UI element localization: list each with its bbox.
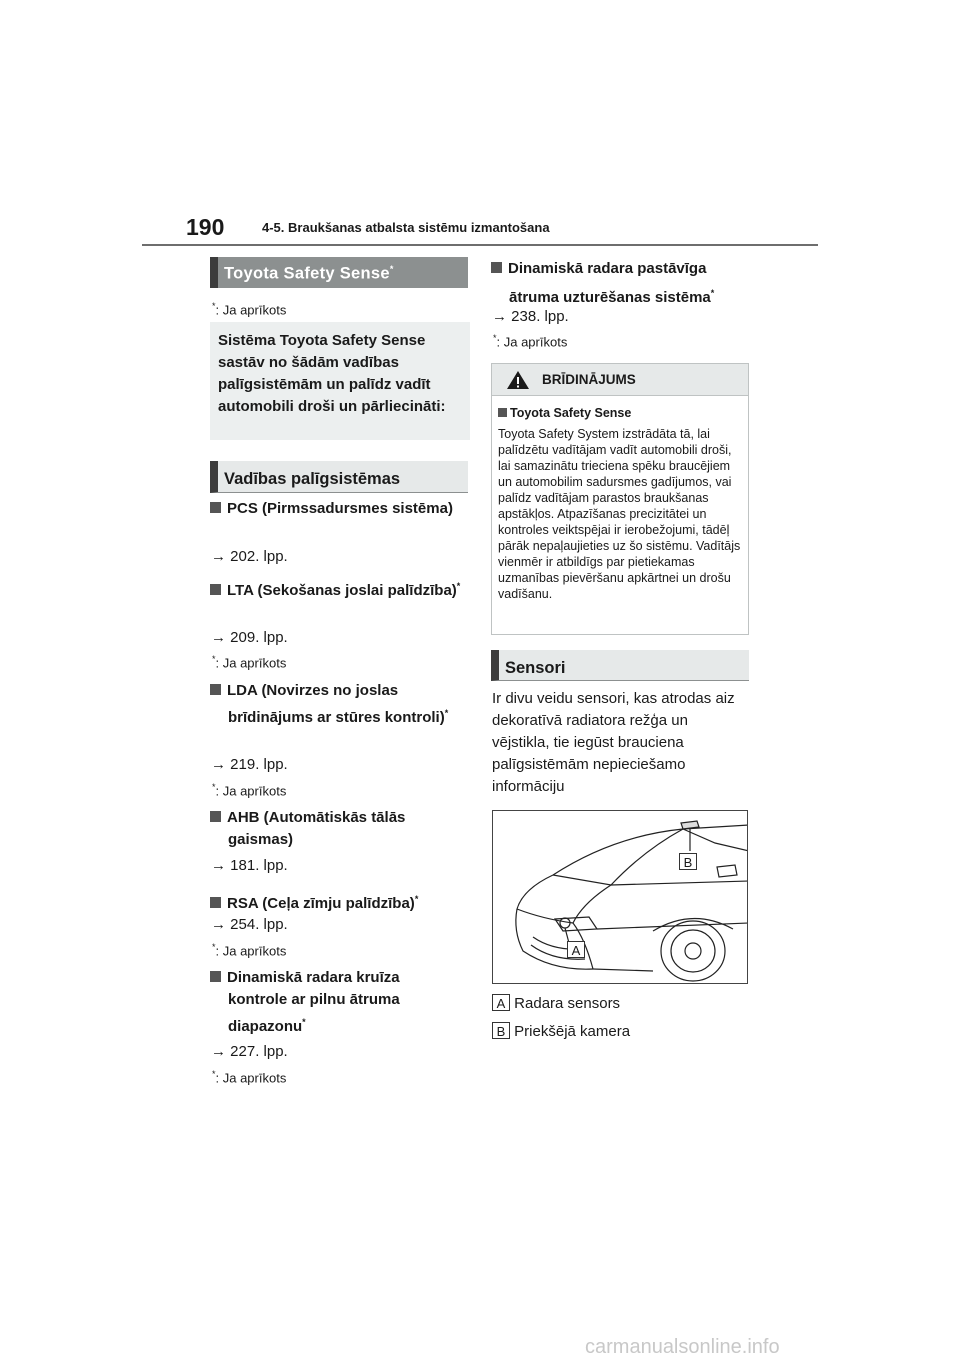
list-item-lda: LDA (Novirzes no joslas brīdinājums ar stūres kontroli)*	[210, 680, 453, 729]
footnote: *: Ja aprīkots	[212, 942, 287, 959]
chapter-title: 4-5. Braukšanas atbalsta sistēmu izmantošana	[262, 220, 550, 235]
list-item-constant-speed: Dinamiskā radara pastāvīga ātruma uzturēšanas sistēma*	[491, 256, 759, 310]
page-number: 190	[186, 214, 225, 240]
page-ref: → 181. lpp.	[211, 857, 288, 874]
sensors-description: Ir divu veidu sensori, kas atrodas aiz dekoratīvā radiatora režģa un vējstikla, tie iegūst brauciena palīgsistēmām nepieciešamo informāciju	[492, 690, 735, 795]
legend-item-b: B Priekšējā kamera	[492, 1022, 630, 1040]
figure-label-a: A	[567, 941, 585, 958]
header-rule	[142, 244, 818, 246]
page-ref: → 202. lpp.	[211, 548, 288, 565]
footnote: *: Ja aprīkots	[212, 654, 287, 671]
list-item-pcs: PCS (Pirmssadursmes sistēma)	[210, 498, 468, 520]
intro-box	[210, 322, 470, 440]
list-item-rsa: RSA (Ceļa zīmju palīdzība)*	[210, 888, 478, 915]
page-ref: → 227. lpp.	[211, 1043, 288, 1060]
square-bullet-icon	[210, 811, 221, 822]
page-ref: → 219. lpp.	[211, 756, 288, 773]
list-item-dynamic-radar-cruise: Dinamiskā radara kruīza kontrole ar pilnu ātruma diapazonu*	[210, 967, 453, 1038]
page-ref: → 238. lpp.	[492, 308, 569, 325]
warning-title: BRĪDINĀJUMS	[542, 372, 636, 387]
car-sensor-figure	[492, 810, 748, 984]
page-ref: → 209. lpp.	[211, 629, 288, 646]
car-illustration-icon	[493, 811, 748, 984]
intro-text: Sistēma Toyota Safety Sense sastāv no šādām vadības palīgsistēmām un palīdz vadīt automobili droši un pārliecināti:	[218, 332, 446, 415]
square-bullet-icon	[210, 502, 221, 513]
footnote: *: Ja aprīkots	[212, 782, 287, 799]
warning-subtitle: Toyota Safety Sense	[498, 406, 748, 420]
footnote: *: Ja aprīkots	[212, 301, 287, 318]
section-heading-toyota-safety-sense	[210, 257, 468, 288]
figure-label-b: B	[679, 853, 697, 870]
list-item-ahb: AHB (Automātiskās tālās gaismas)	[210, 807, 453, 851]
sub-heading-vadibas: Vadības palīgsistēmas	[210, 461, 468, 493]
footnote-mark: *	[389, 264, 394, 274]
footnote: *: Ja aprīkots	[212, 1069, 287, 1086]
legend-item-a: A Radara sensors	[492, 994, 620, 1012]
warning-box	[491, 363, 749, 635]
warning-text: Toyota Safety System izstrādāta tā, lai palīdzētu vadītājam vadīt automobili droši, lai samazinātu trieciena spēku braucējiem un automobilim sadursmes gadījumos, vai palīdz vadītājam parastos braukšanas apstākļos. Atpazīšanas precizitātei un kontroles veiktspējai ir ierobežojumi, tādēļ pārāk nepaļaujieties uz šo sistēmu. Vadītājs vienmēr ir atbildīgs par pietiekamas uzmanības pievēršanu apkārtnei un drošu vadīšanu.	[498, 427, 741, 601]
list-item-lta: LTA (Sekošanas joslai palīdzība)*	[210, 575, 468, 602]
page-ref: → 254. lpp.	[211, 916, 288, 933]
watermark: carmanualsonline.info	[585, 1336, 780, 1358]
square-bullet-icon	[210, 584, 221, 595]
warning-triangle-icon	[506, 370, 530, 390]
square-bullet-icon	[210, 971, 221, 982]
footnote: *: Ja aprīkots	[493, 333, 568, 350]
section-heading-text: Toyota Safety Sense	[224, 264, 390, 283]
sub-heading-sensori: Sensori	[491, 650, 749, 681]
square-bullet-icon	[491, 262, 502, 273]
square-bullet-icon	[210, 684, 221, 695]
square-bullet-icon	[210, 897, 221, 908]
warning-header	[492, 364, 748, 396]
